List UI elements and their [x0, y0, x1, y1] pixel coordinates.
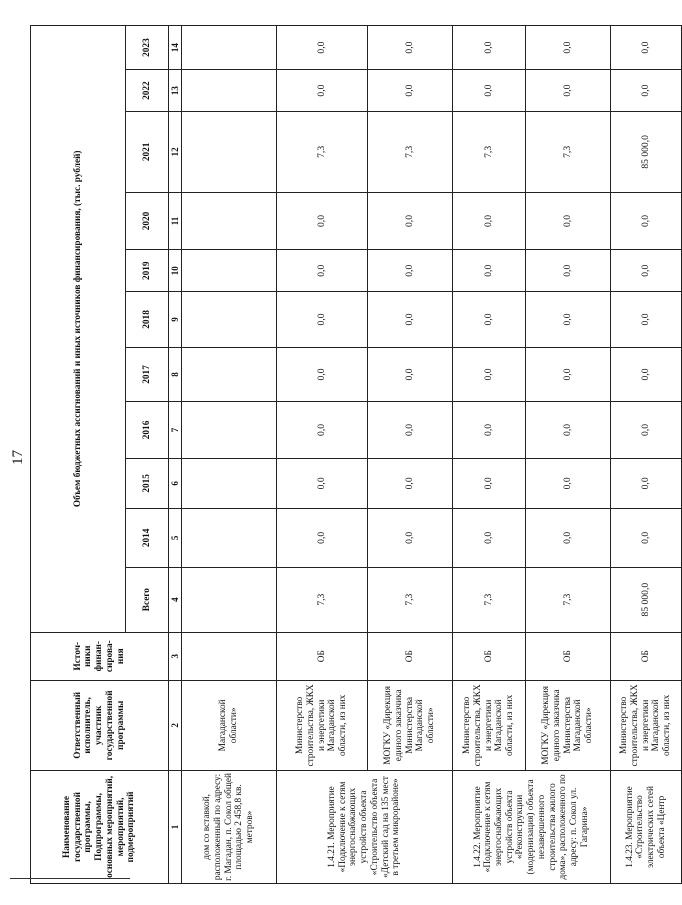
row-year-value: 0,0 — [526, 292, 611, 348]
table-row — [277, 26, 368, 884]
column-number: 8 — [169, 347, 182, 401]
table-row — [368, 26, 453, 884]
row-total: 7,3 — [368, 567, 453, 632]
column-number: 14 — [169, 26, 182, 70]
row-year-value: 7,3 — [453, 112, 526, 193]
row-year-value — [182, 112, 277, 193]
row-year-value: 0,0 — [368, 347, 453, 401]
column-number: 10 — [169, 250, 182, 292]
row-responsible: МОГКУ «Дирекция единого заказчика Министерства Магаданской области» — [368, 680, 453, 770]
row-year-value: 0,0 — [368, 26, 453, 70]
row-source: ОБ — [368, 632, 453, 680]
row-total: 7,3 — [526, 567, 611, 632]
row-year-value: 0,0 — [526, 70, 611, 112]
header-year: 2020 — [126, 192, 169, 250]
row-year-value: 0,0 — [453, 402, 526, 459]
row-year-value: 0,0 — [453, 26, 526, 70]
header-name: Наименование государственной программы, Подпрограммы, основных мероприятий, мероприятий, подмероприятий — [31, 770, 169, 883]
row-year-value: 0,0 — [453, 70, 526, 112]
row-year-value: 0,0 — [277, 402, 368, 459]
row-year-value: 0,0 — [526, 250, 611, 292]
row-year-value: 0,0 — [277, 250, 368, 292]
row-year-value: 0,0 — [368, 292, 453, 348]
row-source: ОБ — [277, 632, 368, 680]
row-name: 1.4.21. Мероприятие «Подключение к сетям энергоснабжающих устройств объекта «Строительство объекта «Детский сад на 135 мест в третьем микрорайоне» — [277, 770, 453, 883]
header-year: 2019 — [126, 250, 169, 292]
row-responsible: Министерство строительства, ЖКХ и энергетики Магаданской области, из них — [611, 680, 682, 770]
row-year-value: 7,3 — [368, 112, 453, 193]
row-year-value: 0,0 — [277, 26, 368, 70]
row-year-value: 0,0 — [611, 26, 682, 70]
row-year-value — [182, 70, 277, 112]
row-year-value: 0,0 — [277, 292, 368, 348]
column-number: 11 — [169, 192, 182, 250]
header-year: 2016 — [126, 402, 169, 459]
row-year-value: 0,0 — [526, 192, 611, 250]
row-year-value: 0,0 — [526, 458, 611, 508]
row-source — [182, 632, 277, 680]
row-year-value: 0,0 — [453, 509, 526, 568]
column-number: 9 — [169, 292, 182, 348]
row-year-value: 0,0 — [453, 250, 526, 292]
row-total — [182, 567, 277, 632]
row-year-value: 0,0 — [526, 509, 611, 568]
row-year-value: 0,0 — [526, 347, 611, 401]
row-year-value: 0,0 — [611, 250, 682, 292]
header-responsible: Ответственный исполнитель, участник государственной программы — [31, 680, 169, 770]
row-total: 7,3 — [453, 567, 526, 632]
row-year-value — [182, 347, 277, 401]
row-year-value: 85 000,0 — [611, 112, 682, 193]
column-number: 7 — [169, 402, 182, 459]
row-year-value — [182, 509, 277, 568]
row-name: дом со вставкой, расположенный по адресу: г. Магадан, п. Сокол общей площадью 2 458,8 кв. метров» — [182, 770, 277, 883]
column-number-row — [169, 26, 182, 884]
row-year-value: 0,0 — [611, 509, 682, 568]
row-source: ОБ — [611, 632, 682, 680]
table-row — [611, 26, 682, 884]
row-year-value: 0,0 — [453, 192, 526, 250]
funding-table — [30, 25, 682, 884]
row-year-value: 0,0 — [277, 509, 368, 568]
row-total: 85 000,0 — [611, 567, 682, 632]
row-year-value: 0,0 — [611, 458, 682, 508]
column-number: 1 — [169, 770, 182, 883]
row-year-value: 0,0 — [368, 250, 453, 292]
row-source: ОБ — [526, 632, 611, 680]
column-number: 13 — [169, 70, 182, 112]
row-year-value: 0,0 — [277, 192, 368, 250]
header-funding: Объем бюджетных ассигнований и иных источников финансирования, (тыс. рублей) — [31, 26, 126, 633]
footer-rule — [10, 878, 130, 879]
header-row-1 — [31, 26, 126, 884]
row-year-value: 7,3 — [277, 112, 368, 193]
row-year-value: 7,3 — [526, 112, 611, 193]
row-responsible: Магаданской области» — [182, 680, 277, 770]
row-year-value — [182, 192, 277, 250]
page-number: 17 — [10, 450, 26, 465]
table-row — [182, 26, 277, 884]
row-year-value: 0,0 — [368, 509, 453, 568]
column-number: 4 — [169, 567, 182, 632]
column-number: 6 — [169, 458, 182, 508]
row-year-value: 0,0 — [611, 347, 682, 401]
row-year-value: 0,0 — [611, 402, 682, 459]
column-number: 3 — [169, 632, 182, 680]
row-year-value: 0,0 — [453, 347, 526, 401]
row-source: ОБ — [453, 632, 526, 680]
row-year-value: 0,0 — [611, 292, 682, 348]
header-year: 2014 — [126, 509, 169, 568]
row-year-value: 0,0 — [453, 292, 526, 348]
row-responsible: МОГКУ «Дирекция единого заказчика Министерства Магаданской области» — [526, 680, 611, 770]
row-year-value: 0,0 — [368, 192, 453, 250]
header-year: 2021 — [126, 112, 169, 193]
header-total: Всего — [126, 567, 169, 632]
row-year-value — [182, 458, 277, 508]
row-year-value: 0,0 — [526, 402, 611, 459]
row-year-value: 0,0 — [368, 70, 453, 112]
row-name: 1.4.23. Мероприятие «Строительство электрических сетей объекта «Центр — [611, 770, 682, 883]
row-year-value: 0,0 — [277, 458, 368, 508]
row-year-value: 0,0 — [277, 347, 368, 401]
row-name: 1.4.22. Мероприятие «Подключение к сетям энергоснабжающих устройств объекта «Реконструкции (модернизация) объекта незавершенного строительства жилого дома», расположенного по адресу: п. Сокол ул. Гагарина» — [453, 770, 611, 883]
row-year-value — [182, 402, 277, 459]
row-year-value: 0,0 — [611, 70, 682, 112]
row-year-value: 0,0 — [526, 26, 611, 70]
row-year-value: 0,0 — [277, 70, 368, 112]
row-total: 7,3 — [277, 567, 368, 632]
table-row — [526, 26, 611, 884]
column-number: 5 — [169, 509, 182, 568]
row-year-value — [182, 250, 277, 292]
column-number: 12 — [169, 112, 182, 193]
table-row — [453, 26, 526, 884]
row-year-value: 0,0 — [368, 458, 453, 508]
row-year-value — [182, 26, 277, 70]
header-year: 2015 — [126, 458, 169, 508]
row-year-value: 0,0 — [453, 458, 526, 508]
header-year: 2022 — [126, 70, 169, 112]
row-year-value — [182, 292, 277, 348]
row-year-value: 0,0 — [611, 192, 682, 250]
row-responsible: Министерство строительства, ЖКХ и энергетики Магаданской области, из них — [277, 680, 368, 770]
row-responsible: Министерство строительства, ЖКХ и энергетики Магаданской области, из них — [453, 680, 526, 770]
row-year-value: 0,0 — [368, 402, 453, 459]
header-sources: Источ-ники финан-сирова-ния — [31, 632, 169, 680]
header-year: 2023 — [126, 26, 169, 70]
column-number: 2 — [169, 680, 182, 770]
header-year: 2018 — [126, 292, 169, 348]
header-year: 2017 — [126, 347, 169, 401]
